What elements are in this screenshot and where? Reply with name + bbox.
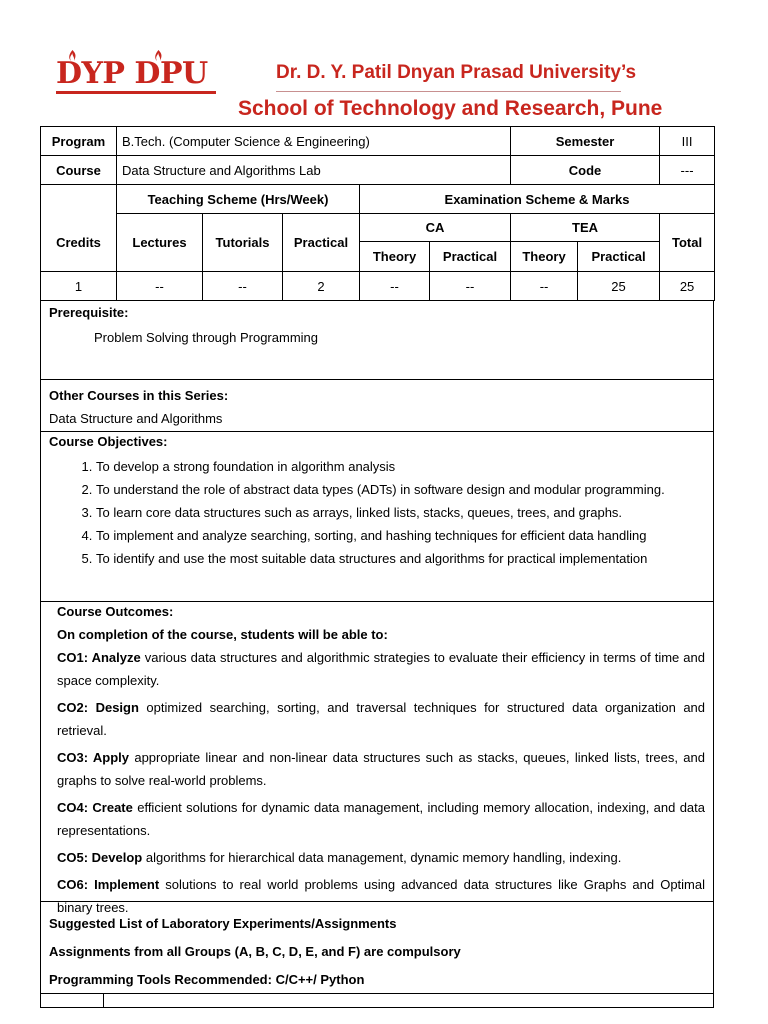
tea-practical-value: 25 (578, 272, 660, 301)
objective-item: 1. To develop a strong foundation in algorithm analysis (96, 455, 705, 478)
program-value: B.Tech. (Computer Science & Engineering) (117, 127, 511, 156)
outcome-text: various data structures and algorithmic strategies to evaluate their efficiency in terms of time and space complexity. (57, 650, 705, 688)
objective-item: 2. To understand the role of abstract data types (ADTs) in software design and modular programming. (96, 478, 705, 501)
ca-theory-header: Theory (360, 242, 430, 272)
university-name: Dr. D. Y. Patil Dnyan Prasad University’s (276, 62, 637, 83)
tea-theory-header: Theory (511, 242, 578, 272)
ca-practical-header: Practical (430, 242, 511, 272)
outcome-lead: CO4: Create (57, 800, 133, 815)
ca-practical-value: -- (430, 272, 511, 301)
course-scheme-table (40, 126, 715, 301)
lab-section (40, 902, 714, 994)
credits-header: Credits (41, 214, 117, 272)
header-divider (276, 91, 621, 92)
outcome-lead: CO6: Implement (57, 877, 160, 892)
school-name: School of Technology and Research, Pune (238, 97, 663, 120)
outcome-item (57, 696, 705, 742)
logo-underline (56, 91, 216, 94)
code-label: Code (511, 156, 660, 185)
lectures-header: Lectures (117, 214, 203, 272)
outcome-item (57, 646, 705, 692)
prerequisite-title: Prerequisite: (49, 305, 129, 320)
outcome-lead: CO5: Develop (57, 850, 143, 865)
lab-groups-note: Assignments from all Groups (A, B, C, D, E, and F) are compulsory (49, 944, 461, 959)
page-header (0, 0, 768, 128)
tea-theory-value: -- (511, 272, 578, 301)
outcome-text: solutions to real world problems using advanced data structures like Graphs and Optimal binary trees. (57, 877, 705, 915)
ca-header: CA (360, 214, 511, 242)
outcome-lead: CO1: Analyze (57, 650, 141, 665)
logo-text: DYP DPU (56, 56, 208, 91)
lab-tools-note: Programming Tools Recommended: C/C++/ Python (49, 972, 365, 987)
outcomes-subtitle: On completion of the course, students will be able to: (57, 627, 388, 642)
objectives-title: Course Objectives: (49, 434, 168, 449)
outcome-text: efficient solutions for dynamic data management, including memory allocation, indexing, and data representations. (57, 800, 706, 838)
outcomes-section (40, 602, 714, 915)
outcome-item (57, 746, 705, 792)
objective-item: 3. To learn core data structures such as arrays, linked lists, stacks, queues, trees, and graphs. (96, 501, 705, 524)
other-courses-value: Data Structure and Algorithms (49, 411, 223, 426)
outcome-text: appropriate linear and non-linear data structures such as stacks, queues, linked lists, trees, and graphs to solve real-world problems. (57, 750, 705, 788)
outcome-text: optimized searching, sorting, and traversal techniques for structured data organization and retrieval. (57, 700, 706, 738)
objective-item: 5. To identify and use the most suitable data structures and algorithms for practical implementation (96, 547, 705, 570)
course-label: Course (41, 156, 117, 185)
objective-item: 4. To implement and analyze searching, sorting, and hashing techniques for efficient data handling (96, 524, 705, 547)
outcomes-title: Course Outcomes: (57, 604, 174, 619)
empty-table-row (40, 994, 714, 1008)
code-value: --- (660, 156, 715, 185)
ca-theory-value: -- (360, 272, 430, 301)
prerequisite-section (40, 300, 714, 380)
practical-value: 2 (283, 272, 360, 301)
semester-label: Semester (511, 127, 660, 156)
exam-scheme-header: Examination Scheme & Marks (360, 185, 715, 214)
total-header: Total (660, 214, 715, 272)
lectures-value: -- (117, 272, 203, 301)
objectives-section (40, 432, 714, 602)
outcome-lead: CO3: Apply (57, 750, 130, 765)
prerequisite-value: Problem Solving through Programming (94, 330, 318, 345)
total-value: 25 (660, 272, 715, 301)
blank-cell (41, 185, 117, 214)
outcome-lead: CO2: Design (57, 700, 139, 715)
tutorials-header: Tutorials (203, 214, 283, 272)
lab-title: Suggested List of Laboratory Experiments/Assignments (49, 916, 397, 931)
tutorials-value: -- (203, 272, 283, 301)
objectives-list (49, 455, 705, 570)
row-divider (103, 994, 104, 1008)
course-details (40, 300, 714, 1008)
outcome-text: algorithms for hierarchical data management, dynamic memory handling, indexing. (142, 850, 622, 865)
semester-value: III (660, 127, 715, 156)
course-value: Data Structure and Algorithms Lab (117, 156, 511, 185)
tea-practical-header: Practical (578, 242, 660, 272)
outcome-item (57, 796, 705, 842)
credits-value: 1 (41, 272, 117, 301)
tea-header: TEA (511, 214, 660, 242)
practical-header: Practical (283, 214, 360, 272)
other-courses-title: Other Courses in this Series: (49, 388, 229, 403)
university-logo (56, 50, 216, 100)
outcome-item (57, 846, 705, 869)
other-courses-section (40, 380, 714, 432)
teaching-scheme-header: Teaching Scheme (Hrs/Week) (117, 185, 360, 214)
program-label: Program (41, 127, 117, 156)
